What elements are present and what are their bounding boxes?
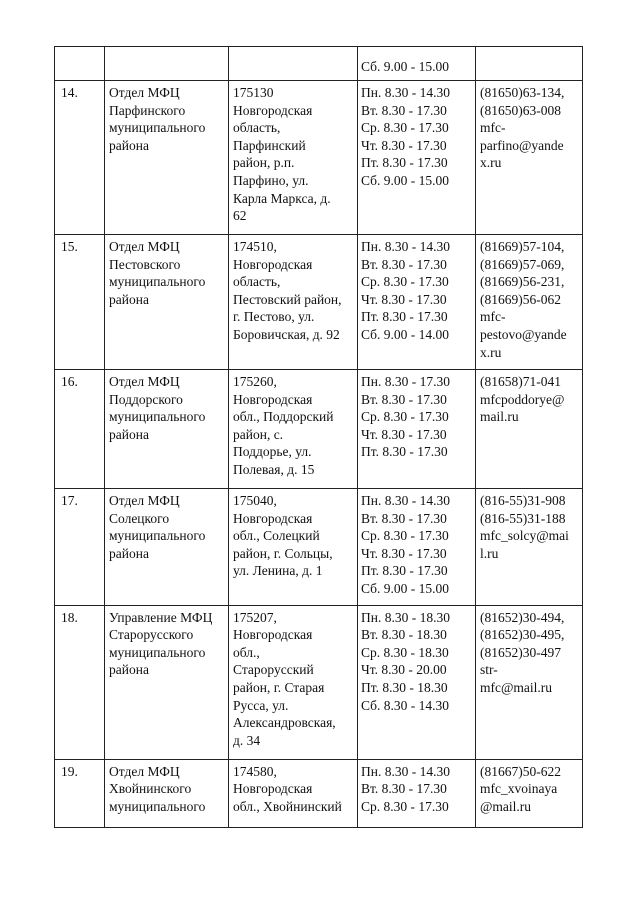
office-name-cell: Управление МФЦ Старорусского муниципального района — [105, 605, 229, 759]
address-cell: 175207, Новгородская обл., Старорусский район, г. Старая Русса, ул. Александровская, д. 34 — [229, 605, 358, 759]
table-row — [55, 605, 583, 759]
hours-cell: Пн. 8.30 - 14.30 Вт. 8.30 - 17.30 Ср. 8.30 - 17.30 Чт. 8.30 - 17.30 Пт. 8.30 - 17.30 Сб. 9.00 - 14.00 — [358, 235, 476, 370]
address-cell: 174580, Новгородская обл., Хвойнинский — [229, 759, 358, 827]
contacts-cell: (81667)50-622 mfc_xvoinaya @mail.ru — [476, 759, 583, 827]
row-number-cell: 18. — [55, 605, 105, 759]
table-row — [55, 81, 583, 235]
address-cell: 175130 Новгородская область, Парфинский район, р.п. Парфино, ул. Карла Маркса, д. 62 — [229, 81, 358, 235]
table-row — [55, 47, 583, 81]
contacts-cell: (816-55)31-908 (816-55)31-188 mfc_solcy@mai l.ru — [476, 489, 583, 606]
office-name-cell — [105, 47, 229, 81]
hours-cell: Сб. 9.00 - 15.00 — [358, 47, 476, 81]
contacts-cell: (81652)30-494, (81652)30-495, (81652)30-497 str- mfc@mail.ru — [476, 605, 583, 759]
row-number-cell: 19. — [55, 759, 105, 827]
address-cell: 175040, Новгородская обл., Солецкий район, г. Сольцы, ул. Ленина, д. 1 — [229, 489, 358, 606]
office-name-cell: Отдел МФЦ Солецкого муниципального района — [105, 489, 229, 606]
contacts-cell: (81650)63-134, (81650)63-008 mfc- parfino@yande x.ru — [476, 81, 583, 235]
contacts-cell: (81658)71-041 mfcpoddorye@ mail.ru — [476, 370, 583, 489]
address-cell — [229, 47, 358, 81]
table-row — [55, 370, 583, 489]
table-row — [55, 489, 583, 606]
table-row — [55, 235, 583, 370]
hours-cell: Пн. 8.30 - 18.30 Вт. 8.30 - 18.30 Ср. 8.30 - 18.30 Чт. 8.30 - 20.00 Пт. 8.30 - 18.30 Сб. 8.30 - 14.30 — [358, 605, 476, 759]
hours-cell: Пн. 8.30 - 14.30 Вт. 8.30 - 17.30 Ср. 8.30 - 17.30 Чт. 8.30 - 17.30 Пт. 8.30 - 17.30 Сб. 9.00 - 15.00 — [358, 81, 476, 235]
office-name-cell: Отдел МФЦ Пестовского муниципального района — [105, 235, 229, 370]
hours-cell: Пн. 8.30 - 14.30 Вт. 8.30 - 17.30 Ср. 8.30 - 17.30 Чт. 8.30 - 17.30 Пт. 8.30 - 17.30 Сб. 9.00 - 15.00 — [358, 489, 476, 606]
row-number-cell — [55, 47, 105, 81]
row-number-cell: 17. — [55, 489, 105, 606]
office-name-cell: Отдел МФЦ Поддорского муниципального района — [105, 370, 229, 489]
hours-cell: Пн. 8.30 - 17.30 Вт. 8.30 - 17.30 Ср. 8.30 - 17.30 Чт. 8.30 - 17.30 Пт. 8.30 - 17.30 — [358, 370, 476, 489]
address-cell: 174510, Новгородская область, Пестовский район, г. Пестово, ул. Боровичская, д. 92 — [229, 235, 358, 370]
office-name-cell: Отдел МФЦ Парфинского муниципального района — [105, 81, 229, 235]
row-number-cell: 16. — [55, 370, 105, 489]
row-number-cell: 14. — [55, 81, 105, 235]
office-name-cell: Отдел МФЦ Хвойнинского муниципального — [105, 759, 229, 827]
contacts-cell — [476, 47, 583, 81]
contacts-cell: (81669)57-104, (81669)57-069, (81669)56-231, (81669)56-062 mfc- pestovo@yande x.ru — [476, 235, 583, 370]
mfc-offices-table — [54, 46, 583, 828]
table-row — [55, 759, 583, 827]
hours-cell: Пн. 8.30 - 14.30 Вт. 8.30 - 17.30 Ср. 8.30 - 17.30 — [358, 759, 476, 827]
row-number-cell: 15. — [55, 235, 105, 370]
address-cell: 175260, Новгородская обл., Поддорский район, с. Поддорье, ул. Полевая, д. 15 — [229, 370, 358, 489]
